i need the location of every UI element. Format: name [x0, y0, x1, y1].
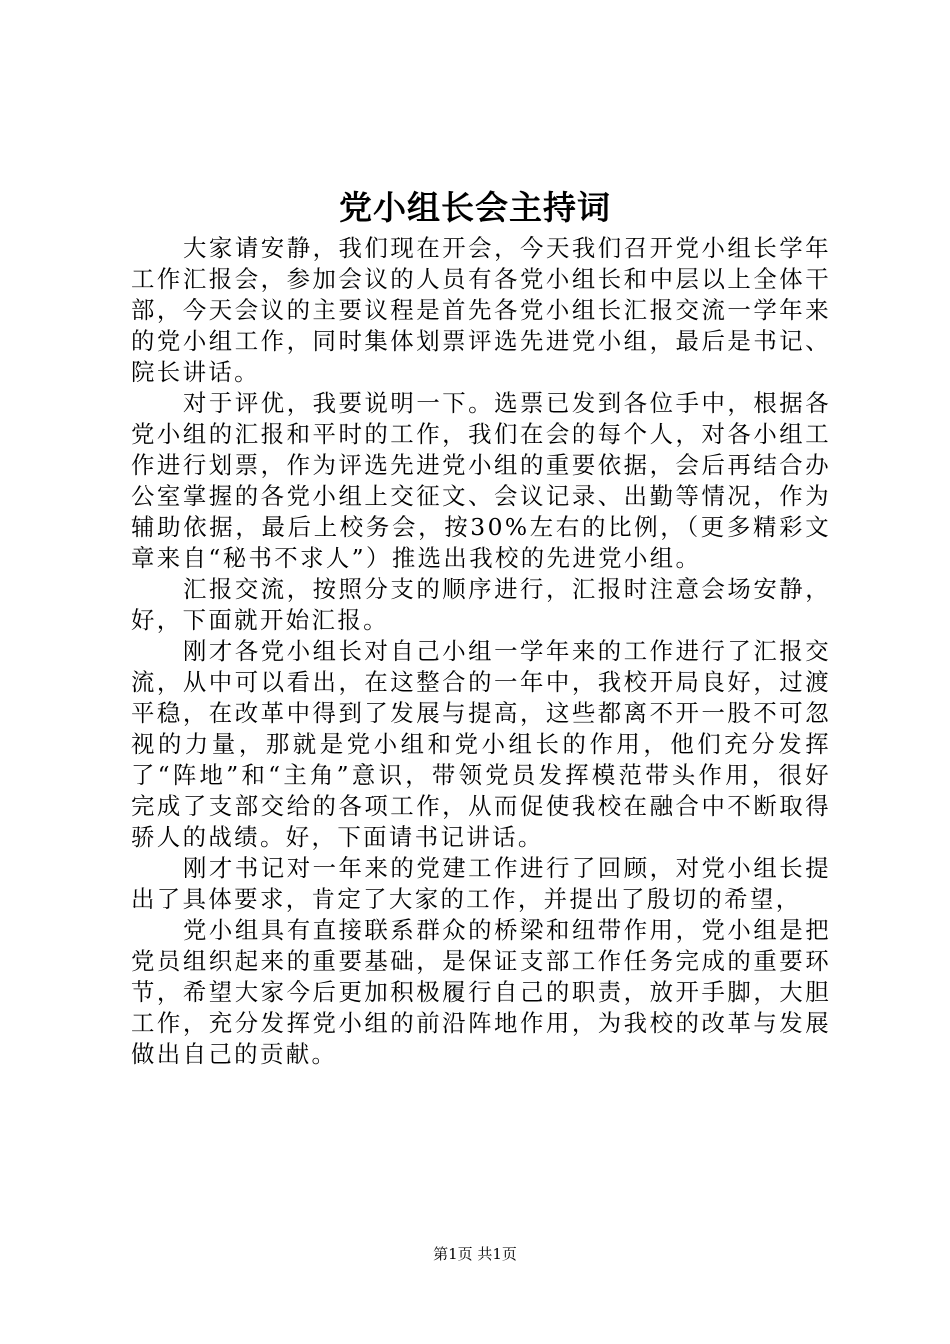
page-footer: 第1页 共1页 — [433, 1245, 517, 1263]
paragraph-opening: 大家请安静，我们现在开会，今天我们召开党小组长学年工作汇报会，参加会议的人员有各党小组长和中层以上全体干部，今天会议的主要议程是首先各党小组长汇报交流一学年来的党小组工作，同时集体划票评选先进党小组，最后是书记、院长讲话。 — [131, 234, 831, 386]
document-body — [131, 233, 831, 1070]
paragraph-closing: 党小组具有直接联系群众的桥梁和纽带作用，党小组是把党员组织起来的重要基础，是保证支部工作任务完成的重要环节，希望大家今后更加积极履行自己的职责，放开手脚，大胆工作，充分发挥党小组的前沿阵地作用，为我校的改革与发展做出自己的贡献。 — [131, 916, 831, 1068]
paragraph-report-summary: 刚才各党小组长对自己小组一学年来的工作进行了汇报交流，从中可以看出，在这整合的一年中，我校开局良好，过渡平稳，在改革中得到了发展与提高，这些都离不开一股不可忽视的力量，那就是党小组和党小组长的作用，他们充分发挥了“阵地”和“主角”意识，带领党员发挥模范带头作用，很好完成了支部交给的各项工作，从而促使我校在融合中不断取得骄人的战绩。好，下面请书记讲话。 — [131, 637, 831, 851]
paragraph-secretary-summary: 刚才书记对一年来的党建工作进行了回顾，对党小组长提出了具体要求，肯定了大家的工作，并提出了殷切的希望， — [131, 854, 831, 913]
paragraph-voting-rules: 对于评优，我要说明一下。选票已发到各位手中，根据各党小组的汇报和平时的工作，我们在会的每个人，对各小组工作进行划票，作为评选先进党小组的重要依据，会后再结合办公室掌握的各党小组上交征文、会议记录、出勤等情况，作为辅助依据，最后上校务会，按30%左右的比例，（更多精彩文章来自“秘书不求人”）推选出我校的先进党小组。 — [131, 389, 831, 572]
document-title: 党小组长会主持词 — [339, 188, 611, 227]
paragraph-report-start: 汇报交流，按照分支的顺序进行，汇报时注意会场安静，好，下面就开始汇报。 — [131, 575, 831, 634]
